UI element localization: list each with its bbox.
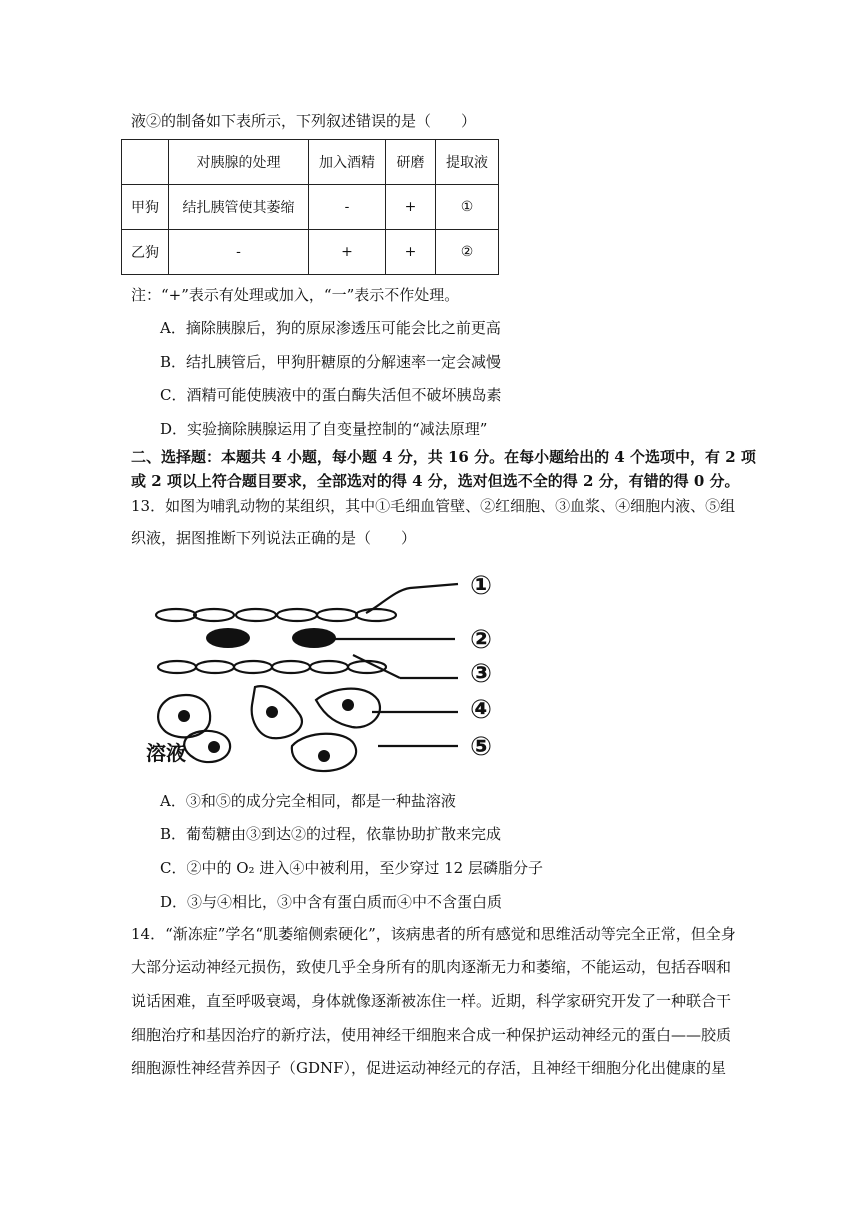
capillary-wall-cell (310, 661, 348, 673)
figure-label-2: ② (470, 625, 493, 655)
figure-label-1: ① (470, 571, 493, 601)
cell-nucleus (266, 706, 278, 718)
table-header-cell: 研磨 (386, 140, 436, 185)
q13-stem-line1: 13．如图为哺乳动物的某组织，其中①毛细血管壁、②红细胞、③血浆、④细胞内液、⑤组 (131, 497, 736, 515)
capillary-wall-cell (194, 609, 234, 621)
q13-option-a: A．③和⑤的成分完全相同，都是一种盐溶液 (160, 792, 456, 810)
red-blood-cell (206, 628, 250, 648)
section-heading-line2: 或 2 项以上符合题目要求，全部选对的得 4 分，选对但选不全的得 2 分，有错的得 0 分。 (131, 472, 740, 490)
q13-option-c: C．②中的 O₂ 进入④中被利用，至少穿过 12 层磷脂分子 (160, 859, 543, 877)
table-cell: - (309, 185, 386, 230)
q14-line: 细胞源性神经营养因子（GDNF），促进运动神经元的存活，且神经干细胞分化出健康的星 (131, 1059, 727, 1077)
capillary-wall-cell (234, 661, 272, 673)
capillary-wall-cell (317, 609, 357, 621)
capillary-wall-cell (158, 661, 196, 673)
leader-line (353, 655, 400, 678)
table-note: 注：“+”表示有处理或加入，“一”表示不作处理。 (131, 286, 460, 304)
table-cell: 结扎胰管使其萎缩 (169, 185, 309, 230)
table-cell: + (309, 230, 386, 275)
capillary-wall-cell (356, 609, 396, 621)
capillary-wall-cell (236, 609, 276, 621)
cell-nucleus (178, 710, 190, 722)
capillary-wall-cell (272, 661, 310, 673)
q14-line: 14．“渐冻症”学名“肌萎缩侧索硬化”，该病患者的所有感觉和思维活动等完全正常，但全身 (131, 925, 736, 943)
q14-line: 说话困难，直至呼吸衰竭，身体就像逐渐被冻住一样。近期，科学家研究开发了一种联合干 (131, 992, 732, 1010)
experiment-table (121, 139, 499, 275)
capillary-wall-cell (156, 609, 196, 621)
figure-label-4: ④ (470, 695, 493, 725)
tissue-cell (184, 731, 230, 762)
section-heading-line1: 二、选择题：本题共 4 小题，每小题 4 分，共 16 分。在每小题给出的 4 个选项中，有 2 项 (131, 448, 756, 466)
table-row (122, 230, 499, 275)
q13-option-d: D．③与④相比，③中含有蛋白质而④中不含蛋白质 (160, 893, 503, 911)
capillary-wall-cell (196, 661, 234, 673)
table-cell: + (386, 185, 436, 230)
table-header-cell (122, 140, 169, 185)
table-header-row (122, 140, 499, 185)
table-cell: 甲狗 (122, 185, 169, 230)
q14-line: 细胞治疗和基因治疗的新疗法，使用神经干细胞来合成一种保护运动神经元的蛋白——胶质 (131, 1026, 732, 1044)
figure-label-3: ③ (470, 659, 493, 689)
tissue-diagram (140, 560, 520, 780)
cell-nucleus (318, 750, 330, 762)
table-row (122, 185, 499, 230)
red-blood-cell (292, 628, 336, 648)
capillary-wall-cell (277, 609, 317, 621)
table-header-cell: 加入酒精 (309, 140, 386, 185)
question-intro: 液②的制备如下表所示，下列叙述错误的是（ ） (131, 112, 477, 130)
q13-stem-line2: 织液，据图推断下列说法正确的是（ ） (131, 529, 417, 547)
table-header-cell: 对胰腺的处理 (169, 140, 309, 185)
table-cell: 乙狗 (122, 230, 169, 275)
table-cell: ① (436, 185, 499, 230)
q12-option-a: A．摘除胰腺后，狗的原尿渗透压可能会比之前更高 (160, 319, 501, 337)
cell-nucleus (208, 741, 220, 753)
table-cell: ② (436, 230, 499, 275)
table-cell: + (386, 230, 436, 275)
table-header-cell: 提取液 (436, 140, 499, 185)
table-cell: - (169, 230, 309, 275)
q12-option-d: D．实验摘除胰腺运用了自变量控制的“减法原理” (160, 420, 488, 438)
q12-option-b: B．结扎胰管后，甲狗肝糖原的分解速率一定会减慢 (160, 353, 502, 371)
figure-label-5: ⑤ (470, 732, 493, 762)
cell-nucleus (342, 699, 354, 711)
q13-option-b: B．葡萄糖由③到达②的过程，依靠协助扩散来完成 (160, 825, 502, 843)
figure-text-solution: 溶液 (146, 741, 186, 765)
q14-line: 大部分运动神经元损伤，致使几乎全身所有的肌肉逐渐无力和萎缩，不能运动，包括吞咽和 (131, 958, 732, 976)
q12-option-c: C．酒精可能使胰液中的蛋白酶失活但不破坏胰岛素 (160, 386, 502, 404)
